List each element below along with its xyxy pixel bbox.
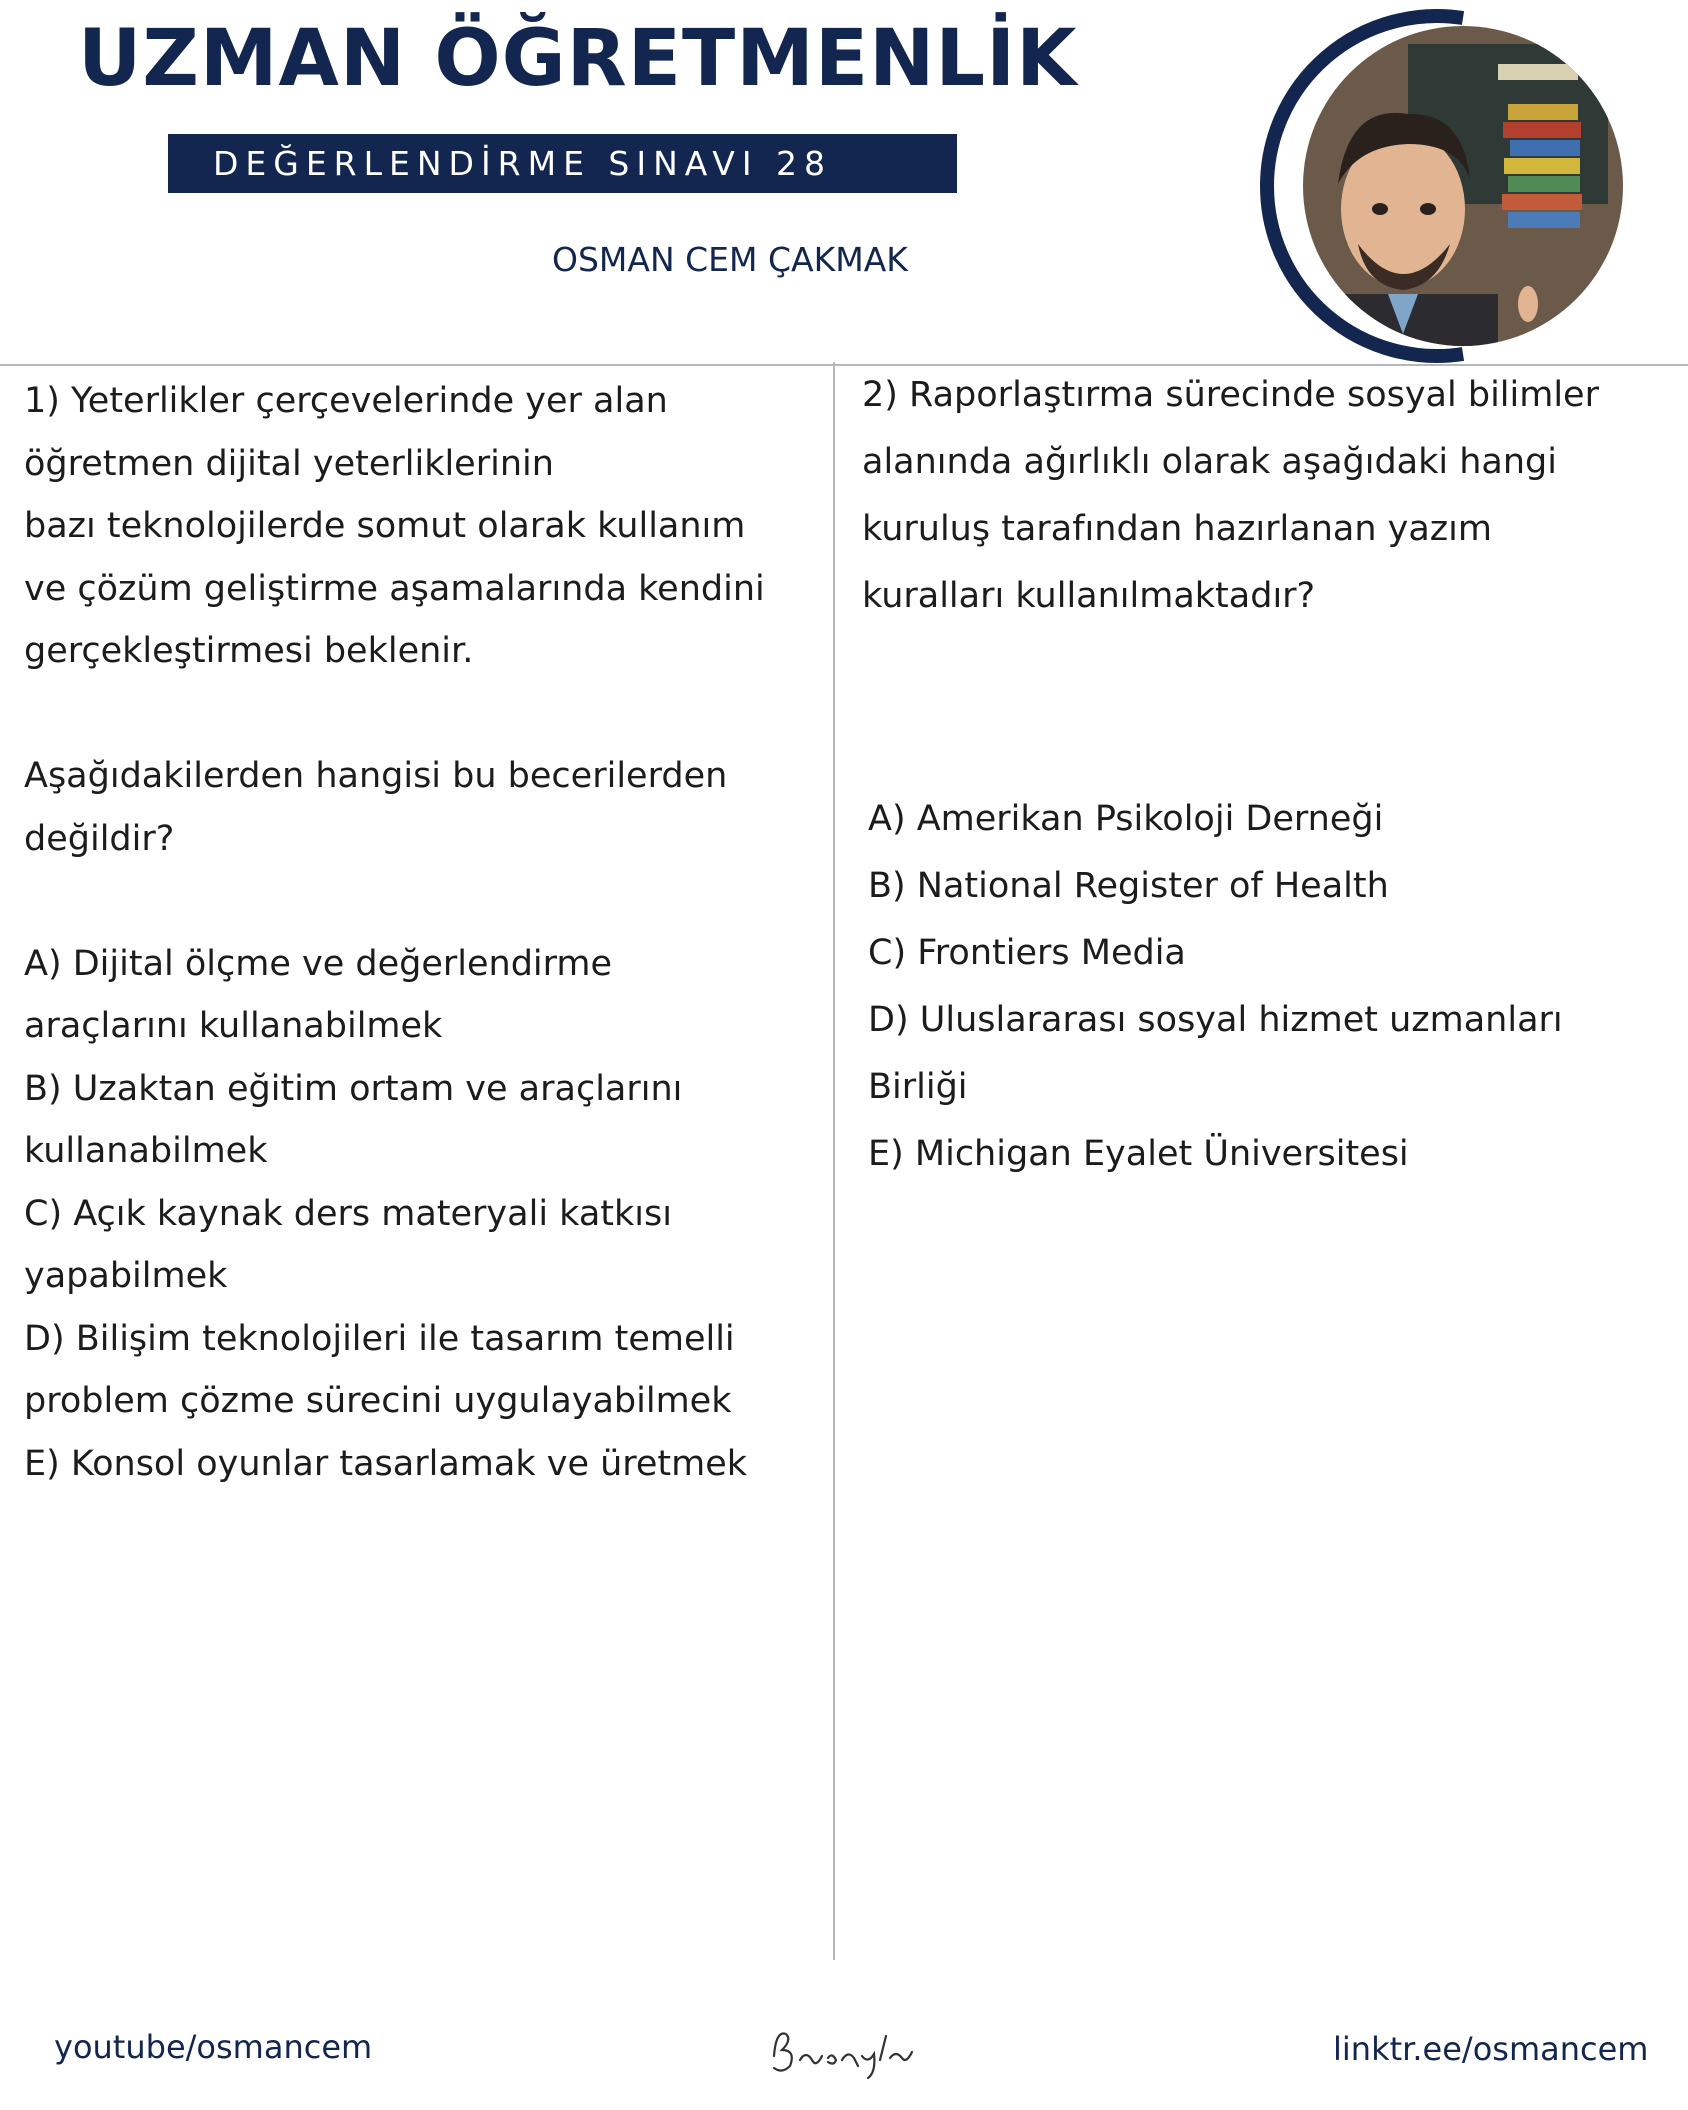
- question-2-stem-line: kuruluş tarafından hazırlanan yazım: [862, 509, 1492, 549]
- question-1-option-line: yapabilmek: [24, 1256, 228, 1296]
- spacer: [24, 870, 824, 933]
- question-1-prompt-line: değildir?: [24, 818, 175, 859]
- question-2-stem-line: 2) Raporlaştırma sürecinde sosyal bilimler: [862, 375, 1599, 415]
- question-2-stem: [862, 362, 1672, 630]
- question-1-stem-line: öğretmen dijital yeterliklerinin: [24, 443, 554, 484]
- question-1: [24, 370, 824, 1495]
- question-1-option-line: E) Konsol oyunlar tasarlamak ve üretmek: [24, 1443, 748, 1484]
- signature-icon: [762, 2016, 922, 2086]
- question-1-option-line: araçlarını kullanabilmek: [24, 1006, 443, 1046]
- question-2-option-line: E) Michigan Eyalet Üniversitesi: [868, 1134, 1409, 1174]
- question-2-option-line: C) Frontiers Media: [868, 933, 1186, 973]
- question-2-option-line: Birliği: [868, 1067, 968, 1107]
- teacher-avatar-icon: [1258, 4, 1628, 366]
- question-2-option-line: A) Amerikan Psikoloji Derneği: [868, 799, 1384, 839]
- question-1-stem-line: bazı teknolojilerde somut olarak kullanım: [24, 506, 746, 546]
- question-1-option-line: B) Uzaktan eğitim ortam ve araçlarını: [24, 1068, 683, 1109]
- column-divider: [833, 362, 835, 1960]
- question-2-stem-line: kuralları kullanılmaktadır?: [862, 576, 1316, 616]
- question-1-option-line: problem çözme sürecini uygulayabilmek: [24, 1381, 732, 1421]
- exam-subtitle: DEĞERLENDİRME SINAVI 28: [213, 144, 833, 183]
- question-1-stem-line: gerçekleştirmesi beklenir.: [24, 631, 474, 671]
- question-1-option-line: D) Bilişim teknolojileri ile tasarım temelli: [24, 1318, 735, 1359]
- exam-subtitle-banner: [168, 134, 957, 193]
- question-2-option-line: D) Uluslararası sosyal hizmet uzmanları: [868, 1000, 1563, 1040]
- question-1-stem-line: 1) Yeterlikler çerçevelerinde yer alan: [24, 381, 668, 421]
- youtube-link[interactable]: youtube/osmancem: [54, 2028, 373, 2066]
- linktree-link[interactable]: linktr.ee/osmancem: [1333, 2030, 1649, 2068]
- author-name: OSMAN CEM ÇAKMAK: [552, 240, 908, 279]
- question-2-option-line: B) National Register of Health: [868, 866, 1389, 906]
- question-1-option-line: C) Açık kaynak ders materyali katkısı: [24, 1193, 672, 1234]
- question-2-stem-line: alanında ağırlıklı olarak aşağıdaki hangi: [862, 442, 1557, 482]
- question-1-option-line: A) Dijital ölçme ve değerlendirme: [24, 943, 613, 984]
- question-1-prompt-line: Aşağıdakilerden hangisi bu becerilerden: [24, 756, 728, 796]
- question-1-stem-line: ve çözüm geliştirme aşamalarında kendini: [24, 568, 765, 609]
- question-1-option-line: kullanabilmek: [24, 1131, 268, 1171]
- question-2-options: [868, 786, 1678, 1188]
- exam-title: UZMAN ÖĞRETMENLİK: [78, 14, 1078, 104]
- spacer: [24, 683, 824, 746]
